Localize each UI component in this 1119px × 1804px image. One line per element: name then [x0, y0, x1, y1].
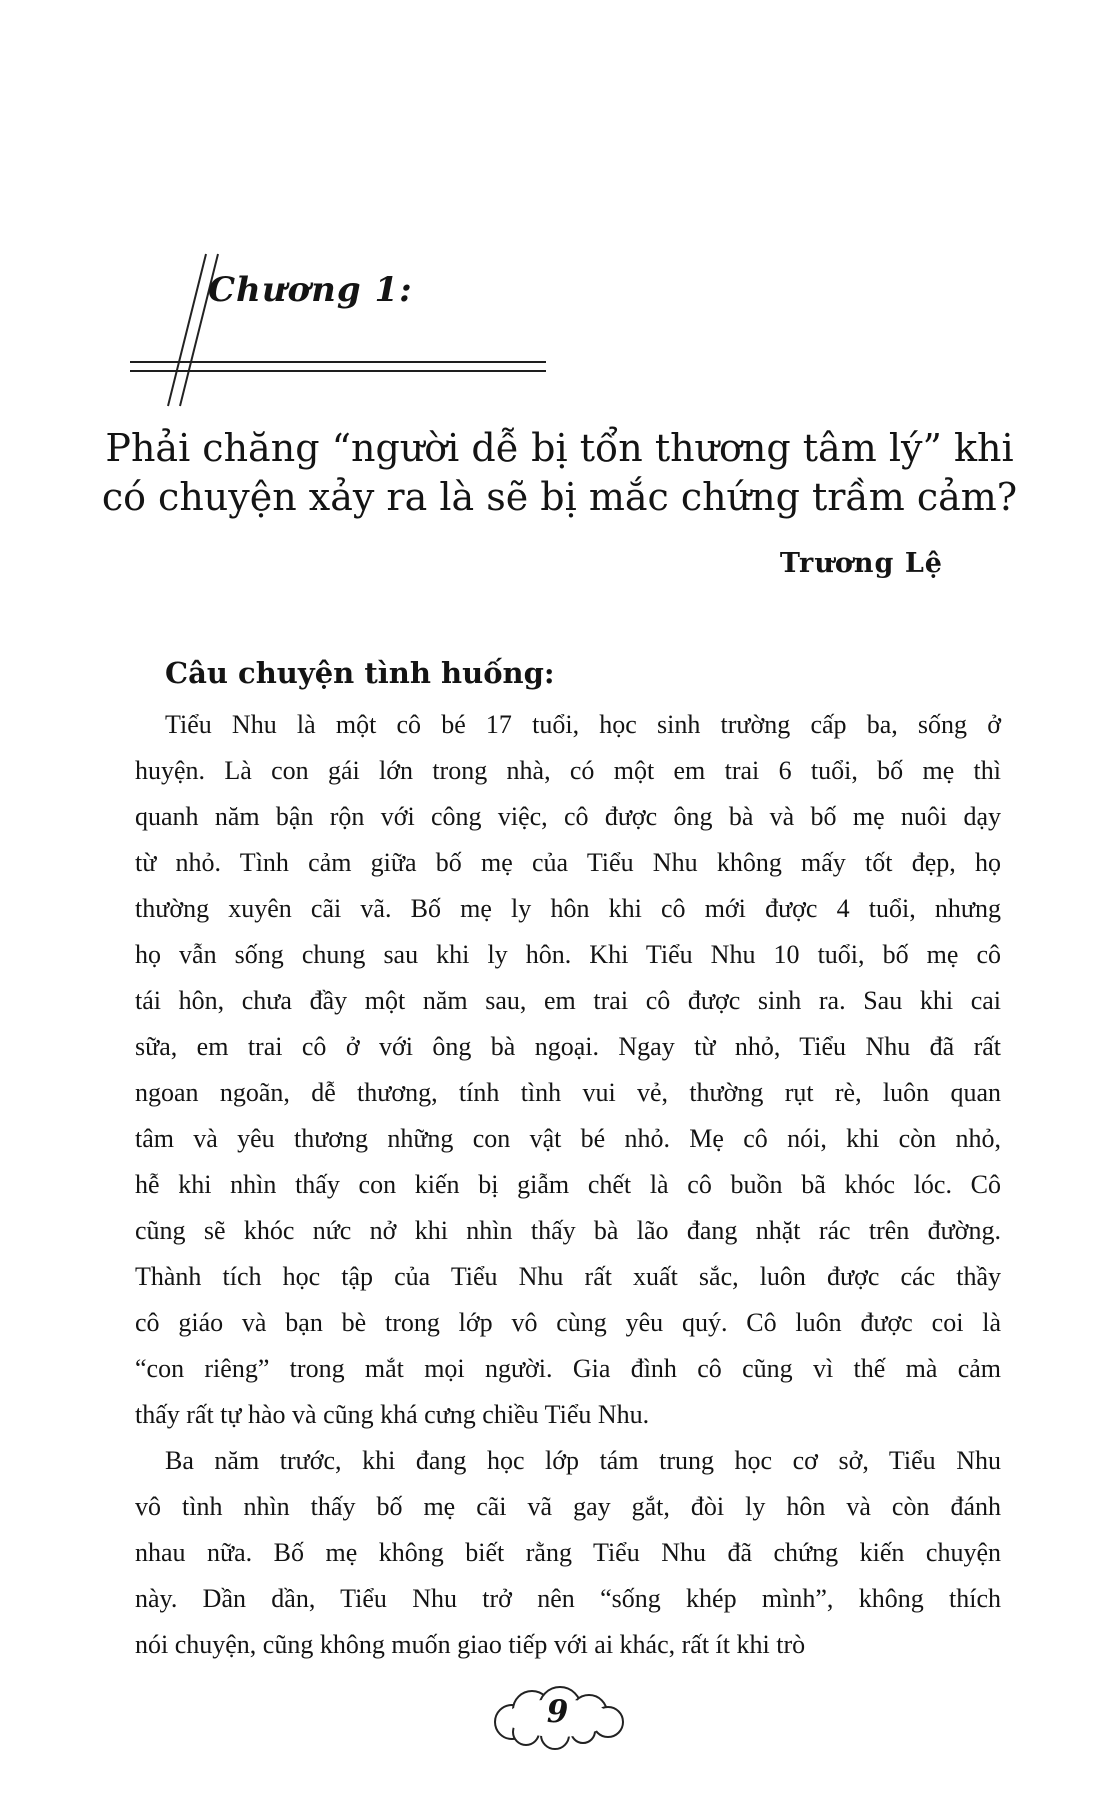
body-text	[135, 702, 1001, 1668]
body-line: Ba năm trước, khi đang học lớp tám trung học cơ sở, Tiểu Nhu	[165, 1446, 1001, 1475]
body-line: thấy rất tự hào và cũng khá cưng chiều Tiểu Nhu.	[135, 1400, 650, 1429]
page-number: 9	[546, 1694, 569, 1730]
section-heading: Câu chuyện tình huống:	[165, 656, 555, 690]
body-line: tái hôn, chưa đầy một năm sau, em trai cô được sinh ra. Sau khi cai	[135, 986, 1001, 1015]
body-line: quanh năm bận rộn với công việc, cô được ông bà và bố mẹ nuôi dạy	[135, 802, 1001, 831]
body-line: họ vẫn sống chung sau khi ly hôn. Khi Tiểu Nhu 10 tuổi, bố mẹ cô	[135, 940, 1001, 969]
body-line: từ nhỏ. Tình cảm giữa bố mẹ của Tiểu Nhu không mấy tốt đẹp, họ	[135, 848, 1001, 877]
body-line: huyện. Là con gái lớn trong nhà, có một em trai 6 tuổi, bố mẹ thì	[135, 756, 1001, 785]
chapter-label: Chương 1:	[208, 270, 413, 310]
body-line: ngoan ngoãn, dễ thương, tính tình vui vẻ, thường rụt rè, luôn quan	[135, 1078, 1001, 1107]
chapter-title-line1: Phải chăng “người dễ bị tổn thương tâm lý” khi	[105, 426, 1014, 470]
body-line: Tiểu Nhu là một cô bé 17 tuổi, học sinh trường cấp ba, sống ở	[165, 710, 1001, 739]
body-line: vô tình nhìn thấy bố mẹ cãi vã gay gắt, đòi ly hôn và còn đánh	[135, 1492, 1001, 1521]
body-line: “con riêng” trong mắt mọi người. Gia đình cô cũng vì thế mà cảm	[135, 1354, 1001, 1383]
body-line: Thành tích học tập của Tiểu Nhu rất xuất sắc, luôn được các thầy	[135, 1262, 1001, 1291]
body-line: hễ khi nhìn thấy con kiến bị giẫm chết là cô buồn bã khóc lóc. Cô	[135, 1170, 1001, 1199]
body-line: cô giáo và bạn bè trong lớp vô cùng yêu quý. Cô luôn được coi là	[135, 1308, 1001, 1337]
chapter-title-line2: có chuyện xảy ra là sẽ bị mắc chứng trầm cảm?	[101, 475, 1018, 519]
body-line: tâm và yêu thương những con vật bé nhỏ. Mẹ cô nói, khi còn nhỏ,	[135, 1124, 1001, 1153]
chapter-title	[0, 424, 1119, 522]
body-line: nói chuyện, cũng không muốn giao tiếp với ai khác, rất ít khi trò	[135, 1630, 806, 1659]
body-line: này. Dần dần, Tiểu Nhu trở nên “sống khép mình”, không thích	[135, 1584, 1001, 1613]
body-line: sữa, em trai cô ở với ông bà ngoại. Ngay từ nhỏ, Tiểu Nhu đã rất	[135, 1032, 1001, 1061]
body-line: thường xuyên cãi vã. Bố mẹ ly hôn khi cô mới được 4 tuổi, nhưng	[135, 894, 1001, 923]
author-name: Trương Lệ	[779, 548, 943, 579]
body-line: cũng sẽ khóc nức nở khi nhìn thấy bà lão đang nhặt rác trên đường.	[135, 1216, 1001, 1245]
page-number-cloud	[494, 1686, 626, 1752]
chapter-divider-rule	[130, 361, 546, 372]
body-line: nhau nữa. Bố mẹ không biết rằng Tiểu Nhu đã chứng kiến chuyện	[135, 1538, 1001, 1567]
